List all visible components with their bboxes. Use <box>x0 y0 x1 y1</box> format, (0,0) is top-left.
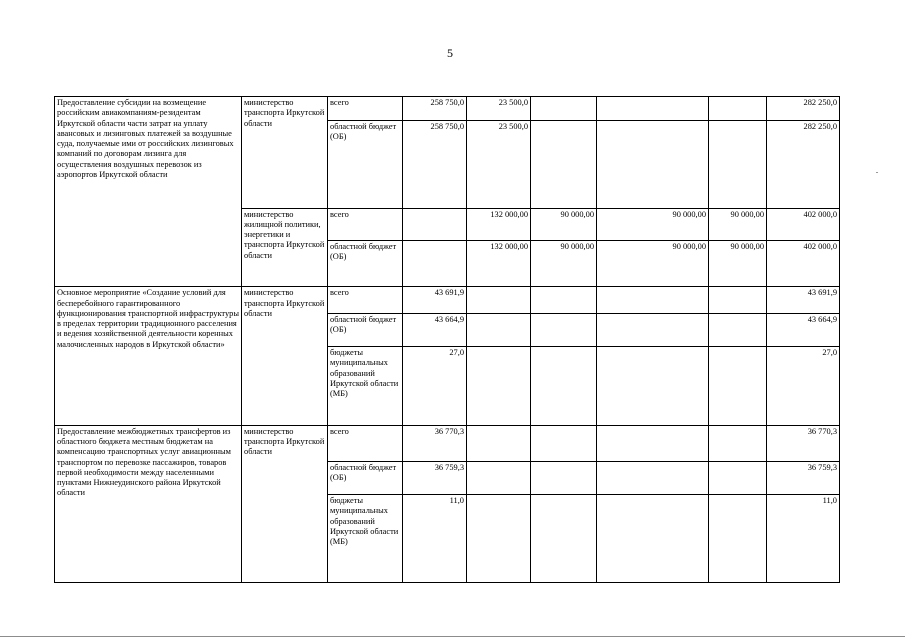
value-cell <box>597 97 709 121</box>
value-cell: 43 691,9 <box>403 287 467 314</box>
table-row <box>55 425 840 461</box>
value-cell: 27,0 <box>403 347 467 426</box>
value-cell <box>709 97 767 121</box>
value-cell <box>531 120 597 208</box>
value-cell: 43 664,9 <box>767 314 840 347</box>
value-cell: 90 000,00 <box>597 208 709 240</box>
value-cell: 132 000,00 <box>467 240 531 287</box>
source-cell: бюджеты муниципальных образований Иркутской области (МБ) <box>328 495 403 583</box>
value-cell: 258 750,0 <box>403 97 467 121</box>
source-cell: всего <box>328 425 403 461</box>
value-cell: 36 759,3 <box>403 461 467 494</box>
value-cell: 11,0 <box>767 495 840 583</box>
executor-cell: министерство транспорта Иркутской области <box>242 287 328 426</box>
value-cell <box>403 208 467 240</box>
table-row <box>55 97 840 121</box>
value-cell: 90 000,00 <box>709 240 767 287</box>
value-cell <box>531 495 597 583</box>
value-cell <box>531 425 597 461</box>
value-cell <box>597 461 709 494</box>
value-cell <box>709 287 767 314</box>
budget-table <box>54 96 840 583</box>
value-cell <box>709 314 767 347</box>
source-cell: областной бюджет (ОБ) <box>328 120 403 208</box>
value-cell: 258 750,0 <box>403 120 467 208</box>
value-cell <box>531 97 597 121</box>
value-cell <box>709 425 767 461</box>
value-cell <box>467 287 531 314</box>
page-number: 5 <box>447 46 453 60</box>
value-cell: 43 664,9 <box>403 314 467 347</box>
value-cell <box>597 347 709 426</box>
value-cell <box>597 425 709 461</box>
value-cell: 23 500,0 <box>467 120 531 208</box>
source-cell: бюджеты муниципальных образований Иркутской области (МБ) <box>328 347 403 426</box>
value-cell: 402 000,0 <box>767 240 840 287</box>
source-cell: всего <box>328 287 403 314</box>
table-row <box>55 287 840 314</box>
value-cell <box>467 314 531 347</box>
value-cell: 132 000,00 <box>467 208 531 240</box>
value-cell <box>709 347 767 426</box>
executor-cell: министерство транспорта Иркутской области <box>242 97 328 209</box>
source-cell: областной бюджет (ОБ) <box>328 314 403 347</box>
value-cell <box>467 347 531 426</box>
activity-cell: Предоставление субсидии на возмещение российским авиакомпаниям-резидентам Иркутской области части затрат на уплату авансовых и лизинговых платежей за воздушные суда, получаемые ими от российских лизинговых компаний по договорам лизинга для осуществления воздушных перевозок из аэропортов Иркутской области <box>55 97 242 287</box>
source-cell: областной бюджет (ОБ) <box>328 461 403 494</box>
value-cell: 36 770,3 <box>403 425 467 461</box>
value-cell: 90 000,00 <box>597 240 709 287</box>
source-cell: всего <box>328 97 403 121</box>
value-cell: 402 000,0 <box>767 208 840 240</box>
value-cell <box>597 120 709 208</box>
value-cell: 43 691,9 <box>767 287 840 314</box>
value-cell: 90 000,00 <box>531 240 597 287</box>
value-cell: 36 759,3 <box>767 461 840 494</box>
value-cell: 11,0 <box>403 495 467 583</box>
value-cell <box>467 495 531 583</box>
executor-cell: министерство транспорта Иркутской области <box>242 425 328 582</box>
value-cell <box>403 240 467 287</box>
source-cell: всего <box>328 208 403 240</box>
value-cell: 282 250,0 <box>767 97 840 121</box>
scan-mark <box>876 172 878 173</box>
value-cell <box>597 287 709 314</box>
value-cell <box>531 461 597 494</box>
executor-cell: министерство жилищной политики, энергетики и транспорта Иркутской области <box>242 208 328 287</box>
value-cell <box>597 495 709 583</box>
value-cell <box>531 287 597 314</box>
value-cell <box>709 495 767 583</box>
value-cell <box>531 314 597 347</box>
scan-bottom-edge <box>0 636 905 637</box>
value-cell <box>709 120 767 208</box>
value-cell <box>467 425 531 461</box>
value-cell <box>709 461 767 494</box>
source-cell: областной бюджет (ОБ) <box>328 240 403 287</box>
value-cell: 23 500,0 <box>467 97 531 121</box>
value-cell: 282 250,0 <box>767 120 840 208</box>
value-cell <box>467 461 531 494</box>
value-cell: 90 000,00 <box>531 208 597 240</box>
value-cell: 27,0 <box>767 347 840 426</box>
value-cell <box>597 314 709 347</box>
value-cell: 90 000,00 <box>709 208 767 240</box>
value-cell <box>531 347 597 426</box>
activity-cell: Основное мероприятие «Создание условий для бесперебойного гарантированного функционирования транспортной инфраструктуры в пределах территории традиционного расселения и ведения хозяйственной деятельности коренных малочисленных народов в Иркутской области» <box>55 287 242 426</box>
activity-cell: Предоставление межбюджетных трансфертов из областного бюджета местным бюджетам на компенсацию транспортных услуг авиационным транспортом по перевозке пассажиров, товаров первой необходимости между населенными пунктами Нижнеудинского района Иркутской области <box>55 425 242 582</box>
value-cell: 36 770,3 <box>767 425 840 461</box>
